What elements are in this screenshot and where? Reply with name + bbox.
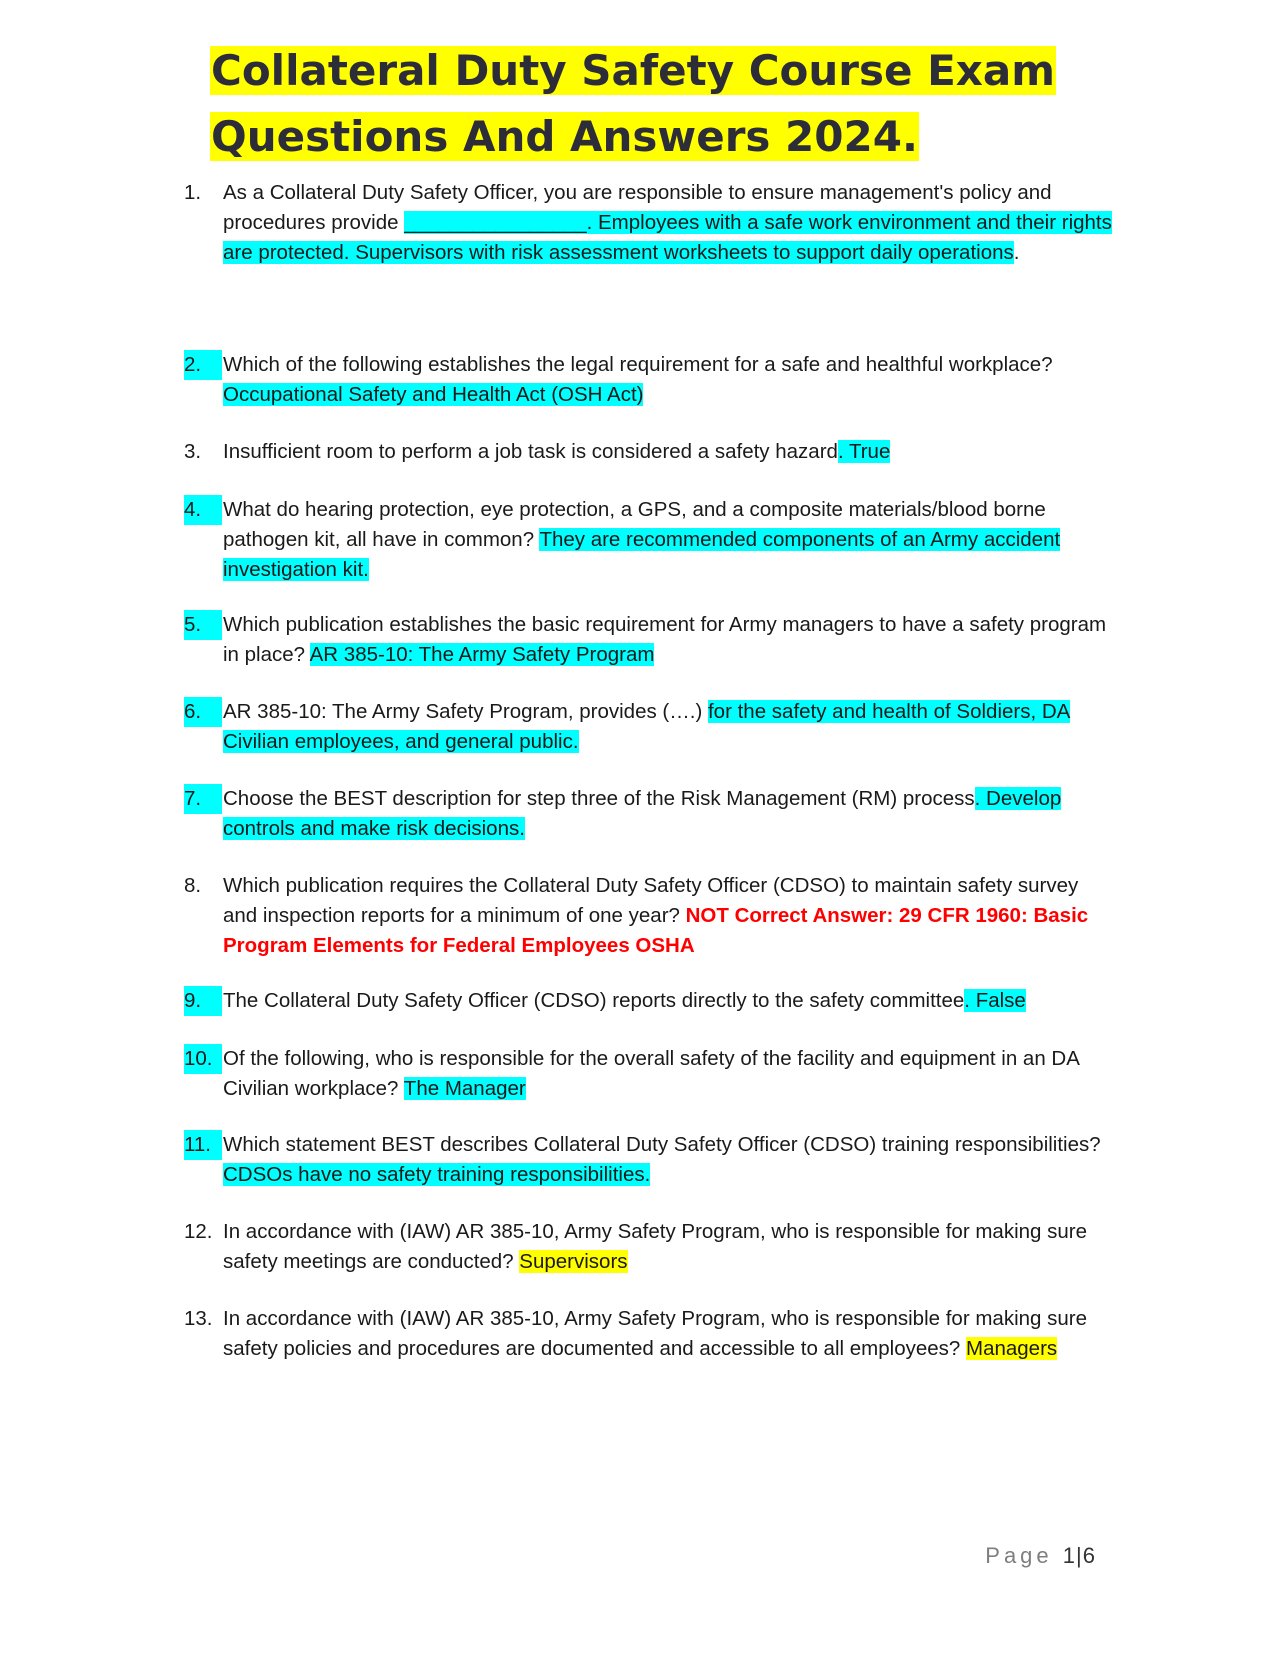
answer-text: for the safety and health of Soldiers, DA Civilian employees, and general public. [223,700,1071,753]
title-line-2: Questions And Answers 2024. [211,112,918,161]
page-separator: | [1076,1543,1083,1568]
page-number: 1 [1062,1543,1077,1568]
answer-text: . Develop controls and make risk decisions. [223,787,1062,840]
wrong-answer-text: NOT Correct Answer: 29 CFR 1960: Basic Program Elements for Federal Employees OSHA [223,904,1089,957]
question-number: 10. [184,1044,222,1074]
answer-text: ________________. Employees with a safe work environment and their rights are protected. Supervisors with risk assessment worksheets to support daily operations [223,211,1112,264]
question-text: AR 385-10: The Army Safety Program, provides (….) [223,700,708,723]
answer-text: CDSOs have no safety training responsibilities. [223,1163,651,1186]
page-footer [985,1543,1096,1569]
answer-text: Supervisors [519,1250,628,1273]
question-number: 12. [184,1220,213,1243]
page-label: Page [985,1543,1053,1568]
title-line-1: Collateral Duty Safety Course Exam [211,46,1055,95]
question-text: The Collateral Duty Safety Officer (CDSO) reports directly to the safety committee [223,989,965,1012]
question-number: 9. [184,986,222,1016]
answer-text: Managers [966,1337,1058,1360]
question-text: What do hearing protection, eye protection, a GPS, and a composite materials/blood borne pathogen kit, all have in common? [223,498,1046,551]
question-text: Insufficient room to perform a job task is considered a safety hazard [223,440,838,463]
question-text: In accordance with (IAW) AR 385-10, Army Safety Program, who is responsible for making sure safety policies and procedures are documented and accessible to all employees? [223,1307,1088,1360]
question-text: Which publication establishes the basic requirement for Army managers to have a safety program in place? [223,613,1107,666]
question-number: 8. [184,874,202,897]
answer-text: Occupational Safety and Health Act (OSH Act) [223,383,644,406]
question-tail: . [1013,241,1020,264]
question-number: 1. [184,181,202,204]
answer-text: AR 385-10: The Army Safety Program [309,643,655,666]
question-text: Which of the following establishes the legal requirement for a safe and healthful workplace? [223,353,1053,376]
question-text: Which statement BEST describes Collateral Duty Safety Officer (CDSO) training responsibilities? [223,1133,1101,1156]
question-number: 6. [184,697,222,727]
question-text: Choose the BEST description for step three of the Risk Management (RM) process [223,787,975,810]
question-number: 2. [184,350,222,380]
question-text: Of the following, who is responsible for the overall safety of the facility and equipment in an DA Civilian workplace? [223,1047,1079,1100]
question-text: As a Collateral Duty Safety Officer, you are responsible to ensure management's policy and procedures provide [223,181,1052,234]
question-number: 11. [184,1130,222,1160]
question-number: 5. [184,610,222,640]
question-number: 13. [184,1307,213,1330]
document-title [210,38,1090,170]
question-number: 7. [184,784,222,814]
answer-text: . True [837,440,891,463]
question-number: 3. [184,440,202,463]
page-total: 6 [1082,1543,1096,1568]
answer-text: The Manager [403,1077,526,1100]
question-number: 4. [184,495,222,525]
answer-text: . False [964,989,1026,1012]
answer-text: They are recommended components of an Army accident investigation kit. [223,528,1061,581]
question-text: In accordance with (IAW) AR 385-10, Army Safety Program, who is responsible for making sure safety meetings are conducted? [223,1220,1088,1273]
question-text: Which publication requires the Collateral Duty Safety Officer (CDSO) to maintain safety survey and inspection reports for a minimum of one year? [223,874,1079,927]
